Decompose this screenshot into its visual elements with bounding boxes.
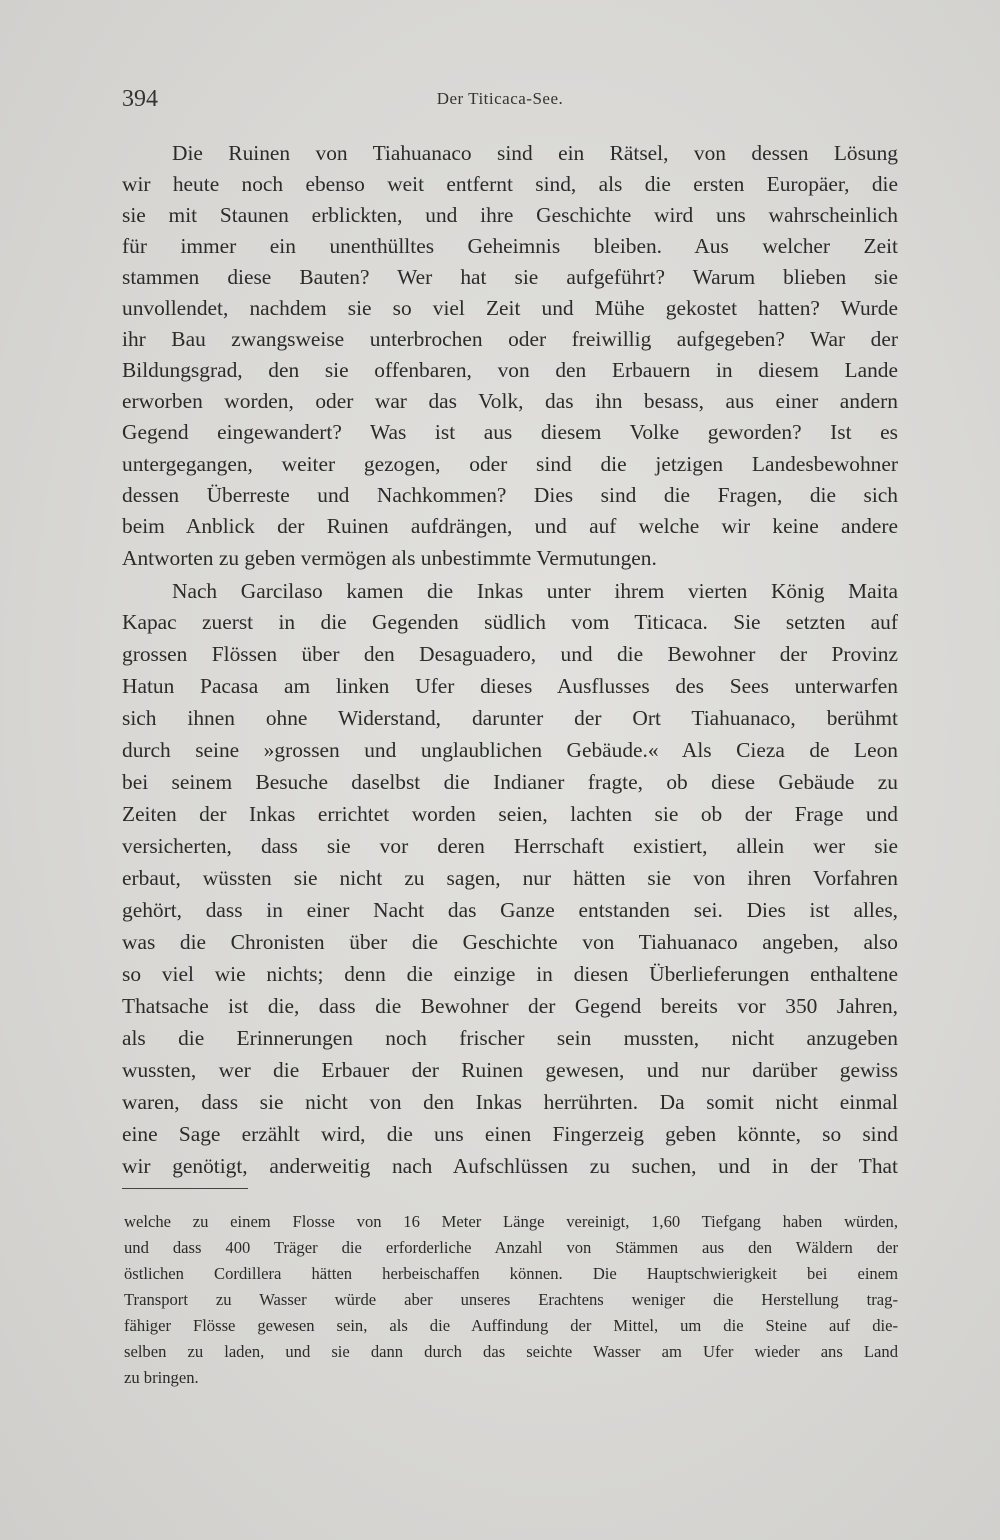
body-line: grossen Flössen über den Desaguadero, und die Bewohner der Provinz [122,642,898,666]
body-line: Nach Garcilaso kamen die Inkas unter ihrem vierten König Maita [172,579,898,603]
body-line: für immer ein unenthülltes Geheimnis bleiben. Aus welcher Zeit [122,234,898,258]
body-line: Thatsache ist die, dass die Bewohner der Gegend bereits vor 350 Jahren, [122,994,898,1018]
body-line: gehört, dass in einer Nacht das Ganze entstanden sei. Dies ist alles, [122,898,898,922]
footnote-line: welche zu einem Flosse von 16 Meter Länge vereinigt, 1,60 Tiefgang haben würden, [124,1212,898,1231]
footnote-line: Transport zu Wasser würde aber unseres Erachtens weniger die Herstellung trag- [124,1290,898,1309]
body-line: ihr Bau zwangsweise unterbrochen oder freiwillig aufgegeben? War der [122,327,898,351]
footnote-line: selben zu laden, und sie dann durch das seichte Wasser am Ufer wieder ans Land [124,1342,898,1361]
body-line: wir genötigt, anderweitig nach Aufschlüssen zu suchen, und in der That [122,1154,898,1178]
body-line: wussten, wer die Erbauer der Ruinen gewesen, und nur darüber gewiss [122,1058,898,1082]
body-line: unvollendet, nachdem sie so viel Zeit und Mühe gekostet hatten? Wurde [122,296,898,320]
page-number: 394 [122,86,158,112]
body-line: stammen diese Bauten? Wer hat sie aufgeführt? Warum blieben sie [122,265,898,289]
body-line: als die Erinnerungen noch frischer sein mussten, nicht anzugeben [122,1026,898,1050]
body-line: durch seine »grossen und unglaublichen Gebäude.« Als Cieza de Leon [122,738,898,762]
body-line: Hatun Pacasa am linken Ufer dieses Ausflusses des Sees unterwarfen [122,674,898,698]
footnote-line: und dass 400 Träger die erforderliche Anzahl von Stämmen aus den Wäldern der [124,1238,898,1257]
body-line: erworben worden, oder war das Volk, das ihn besass, aus einer andern [122,389,898,413]
body-line: sich ihnen ohne Widerstand, darunter der Ort Tiahuanaco, berühmt [122,706,898,730]
body-line: Die Ruinen von Tiahuanaco sind ein Rätsel, von dessen Lösung [172,141,898,165]
body-line: wir heute noch ebenso weit entfernt sind, als die ersten Europäer, die [122,172,898,196]
body-line: erbaut, wüssten sie nicht zu sagen, nur hätten sie von ihren Vorfahren [122,866,898,890]
running-title: Der Titicaca-See. [436,89,564,108]
body-line: eine Sage erzählt wird, die uns einen Fingerzeig geben könnte, so sind [122,1122,898,1146]
body-line: Zeiten der Inkas errichtet worden seien, lachten sie ob der Frage und [122,802,898,826]
footnote-line: zu bringen. [124,1368,199,1387]
body-line: Kapac zuerst in die Gegenden südlich vom Titicaca. Sie setzten auf [122,610,898,634]
body-line: Antworten zu geben vermögen als unbestimmte Vermutungen. [122,546,657,570]
body-line: Gegend eingewandert? Was ist aus diesem Volke geworden? Ist es [122,420,898,444]
body-line: so viel wie nichts; denn die einzige in diesen Überlieferungen enthaltene [122,962,898,986]
body-line: untergegangen, weiter gezogen, oder sind die jetzigen Landesbewohner [122,452,898,476]
body-line: sie mit Staunen erblickten, und ihre Geschichte wird uns wahrscheinlich [122,203,898,227]
body-line: Bildungsgrad, den sie offenbaren, von den Erbauern in diesem Lande [122,358,898,382]
body-line: bei seinem Besuche daselbst die Indianer fragte, ob diese Gebäude zu [122,770,898,794]
body-line: beim Anblick der Ruinen aufdrängen, und auf welche wir keine andere [122,514,898,538]
footnote-separator [122,1188,248,1189]
body-line: waren, dass sie nicht von den Inkas herrührten. Da somit nicht einmal [122,1090,898,1114]
footnote-line: fähiger Flösse gewesen sein, als die Auffindung der Mittel, um die Steine auf die- [124,1316,898,1335]
body-line: dessen Überreste und Nachkommen? Dies sind die Fragen, die sich [122,483,898,507]
body-line: versicherten, dass sie vor deren Herrschaft existiert, allein wer sie [122,834,898,858]
footnote-line: östlichen Cordillera hätten herbeischaffen können. Die Hauptschwierigkeit bei einem [124,1264,898,1283]
body-line: was die Chronisten über die Geschichte von Tiahuanaco angeben, also [122,930,898,954]
